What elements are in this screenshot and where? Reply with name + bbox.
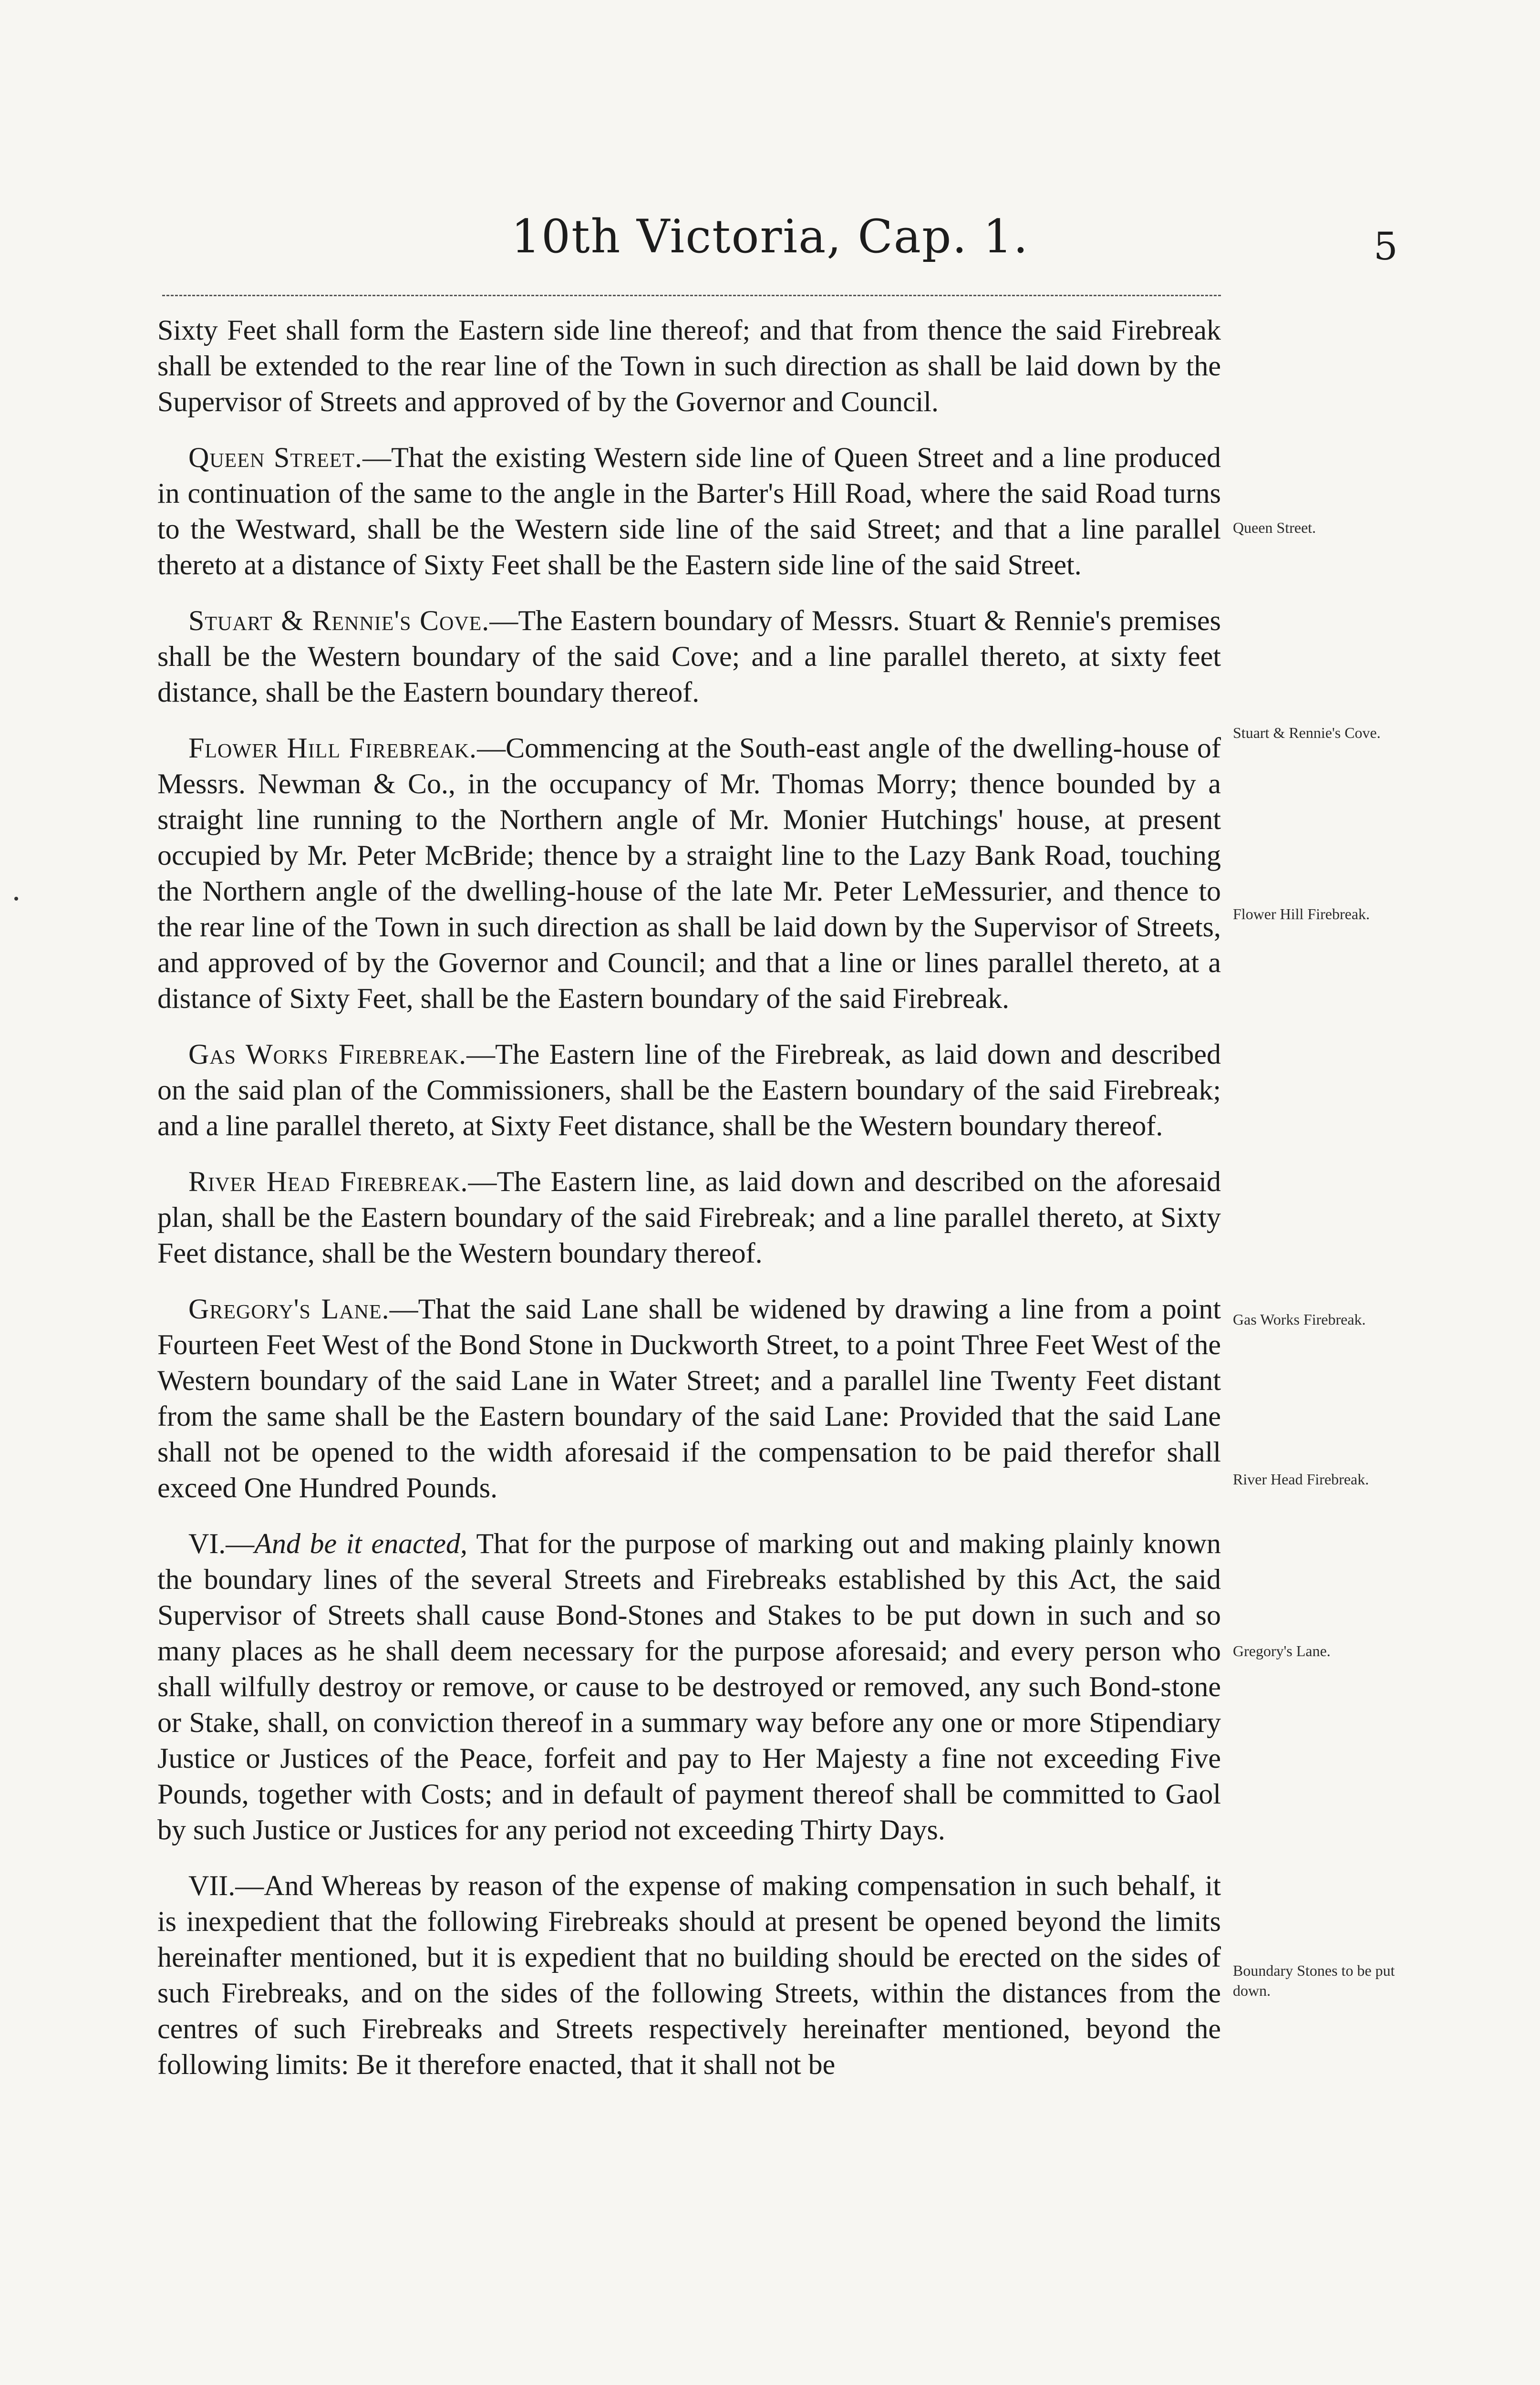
paragraph-heading: Queen Street.: [188, 442, 363, 473]
section-number: VI.—: [188, 1528, 255, 1559]
section-vii: [157, 1868, 1221, 2083]
paragraph-text: —The Eastern line of the Firebreak, as laid down and described on the said plan of the Commissioners, shall be the Eastern boundary of the said Firebreak; and a line parallel thereto, at Sixty Feet distance, shall be the Western boundary thereof.: [157, 1038, 1221, 1141]
margin-note-gregorys-lane: Gregory's Lane.: [1233, 1642, 1331, 1659]
paragraph-heading: Stuart & Rennie's Cove.: [188, 605, 490, 636]
enacting-clause: And be it enacted,: [254, 1528, 468, 1559]
page-number: 5: [1374, 224, 1398, 269]
paragraph-text: —Commencing at the South-east angle of the dwelling-house of Messrs. Newman & Co., in the occupancy of Mr. Thomas Morry; thence bounded by a straight line running to the Northern angle of Mr. Monier Hutchings' house, at present occupied by Mr. Peter McBride; thence by a straight line to the Lazy Bank Road, touching the Northern angle of the dwelling-house of the late Mr. Peter LeMessurier, and thence to the rear line of the Town in such direction as shall be laid down by the Supervisor of Streets, and approved of by the Governor and Council; and that a line or lines parallel thereto, at a distance of Sixty Feet, shall be the Eastern boundary of the said Firebreak.: [157, 732, 1221, 1014]
paragraph-heading: River Head Firebreak.: [188, 1166, 468, 1197]
section-vi: [157, 1526, 1221, 1848]
paragraph-stuart-rennies-cove: [157, 603, 1221, 710]
paragraph-text: Sixty Feet shall form the Eastern side line thereof; and that from thence the said Firebreak shall be extended to the rear line of the Town in such direction as shall be laid down by the Supervisor of Streets and approved of by the Governor and Council.: [157, 314, 1221, 417]
paragraph-queen-street: [157, 440, 1221, 583]
paragraph-text: —The Eastern line, as laid down and described on the aforesaid plan, shall be the Eastern boundary of the said Firebreak; and a line parallel thereto, at Sixty Feet distance, shall be the Western boundary thereof.: [157, 1166, 1221, 1269]
margin-note-flower-hill: Flower Hill Firebreak.: [1233, 905, 1370, 923]
margin-note-boundary-stones: Boundary Stones to be put down.: [1233, 1962, 1395, 1999]
paragraph-text: And Whereas by reason of the expense of making compensation in such behalf, it is inexpedient that the following Firebreaks should at present be opened beyond the limits hereinafter mentioned, but it is expedient that no building should be erected on the sides of such Firebreaks, and on the sides of the following Streets, within the distances from the centres of such Firebreaks and Streets respectively hereinafter mentioned, beyond the following limits: Be it therefore enacted, that it shall not be: [157, 1870, 1221, 2080]
paragraph-flower-hill-firebreak: [157, 730, 1221, 1016]
paragraph-heading: Flower Hill Firebreak.: [188, 732, 477, 764]
paragraph-text: —That the said Lane shall be widened by drawing a line from a point Fourteen Feet West of the Bond Stone in Duckworth Street, to a point Three Feet West of the Western boundary of the said Lane in Water Street; and a parallel line Twenty Feet distant from the same shall be the Eastern boundary of the said Lane: Provided that the said Lane shall not be opened to the width aforesaid if the compensation to be paid therefor shall exceed One Hundred Pounds.: [157, 1293, 1221, 1504]
margin-dot: [14, 897, 18, 901]
paragraph-gregorys-lane: [157, 1291, 1221, 1506]
paragraph-text: —The Eastern boundary of Messrs. Stuart & Rennie's premises shall be the Western boundary of the said Cove; and a line parallel thereto, at sixty feet distance, shall be the Eastern boundary thereof.: [157, 605, 1221, 708]
section-number: VII.—: [188, 1870, 264, 1901]
margin-note-queen-street: Queen Street.: [1233, 519, 1316, 536]
paragraph-gas-works-firebreak: [157, 1037, 1221, 1144]
margin-note-river-head: River Head Firebreak.: [1233, 1471, 1369, 1488]
body-column: [157, 312, 1221, 2103]
paragraph-river-head-firebreak: [157, 1164, 1221, 1271]
page-header-title: 10th Victoria, Cap. 1.: [511, 210, 1029, 263]
margin-note-gas-works: Gas Works Firebreak.: [1233, 1311, 1366, 1328]
paragraph-heading: Gas Works Firebreak.: [188, 1038, 467, 1070]
paragraph-text: —That the existing Western side line of Queen Street and a line produced in continuation of the same to the angle in the Barter's Hill Road, where the said Road turns to the Westward, shall be the Western side line of the said Street; and that a line parallel thereto at a distance of Sixty Feet shall be the Eastern side line of the said Street.: [157, 442, 1221, 581]
paragraph-text: That for the purpose of marking out and making plainly known the boundary lines of the several Streets and Firebreaks established by this Act, the said Supervisor of Streets shall cause Bond-Stones and Stakes to be put down in such and so many places as he shall deem necessary for the purpose aforesaid; and every person who shall wilfully destroy or remove, or cause to be destroyed or removed, any such Bond-stone or Stake, shall, on conviction thereof in a summary way before any one or more Stipendiary Justice or Justices of the Peace, forfeit and pay to Her Majesty a fine not exceeding Five Pounds, together with Costs; and in default of payment thereof shall be committed to Gaol by such Justice or Justices for any period not exceeding Thirty Days.: [157, 1528, 1221, 1846]
header-rule: [162, 295, 1221, 296]
paragraph-continuation: [157, 312, 1221, 420]
paragraph-heading: Gregory's Lane.: [188, 1293, 390, 1325]
margin-note-stuart-rennies-cove: Stuart & Rennie's Cove.: [1233, 724, 1381, 741]
